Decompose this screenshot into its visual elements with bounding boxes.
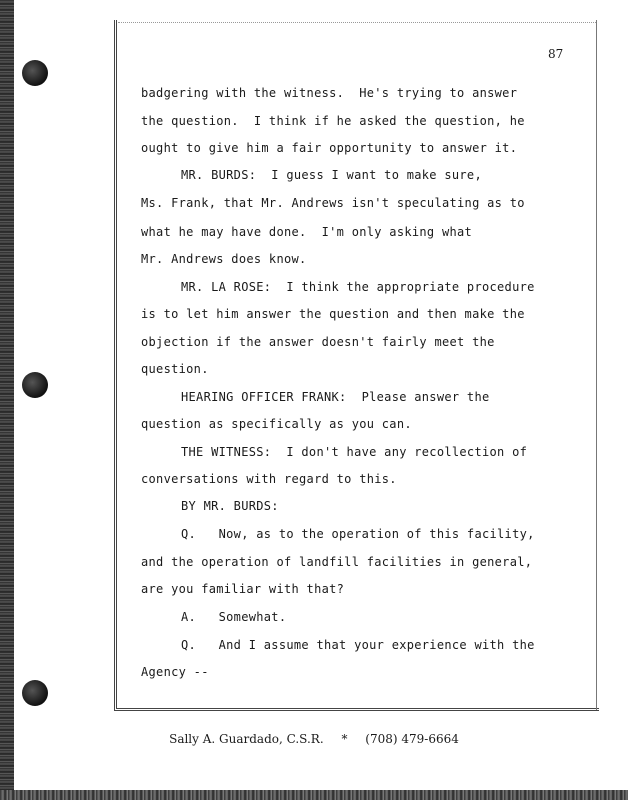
footer-separator: * [341,732,348,746]
footer [0,732,628,746]
transcript-line: the question. I think if he asked the question, he [141,114,525,128]
transcript-line: conversations with regard to this. [141,472,397,486]
transcript-line: Q. And I assume that your experience with the [181,638,535,652]
transcript-line: HEARING OFFICER FRANK: Please answer the [181,390,490,404]
transcript-line: and the operation of landfill facilities in general, [141,555,533,569]
transcript-line: question. [141,362,209,376]
binder-hole-middle [22,372,48,398]
transcript-line: objection if the answer doesn't fairly meet the [141,335,495,349]
transcript-line: MR. LA ROSE: I think the appropriate procedure [181,280,535,294]
page-border-right [596,20,597,710]
transcript-line: Mr. Andrews does know. [141,252,307,266]
page-border-top [118,22,596,23]
transcript-line: BY MR. BURDS: [181,499,279,513]
transcript-line: Agency -- [141,665,209,679]
binder-hole-top [22,60,48,86]
scan-left-edge [0,0,14,800]
binder-hole-bottom [22,680,48,706]
page-number: 87 [548,47,564,61]
scan-bottom-edge [0,790,628,800]
transcript-line: A. Somewhat. [181,610,287,624]
transcript-line: are you familiar with that? [141,582,345,596]
transcript-line: THE WITNESS: I don't have any recollection of [181,445,528,459]
transcript-line: Q. Now, as to the operation of this facility, [181,527,535,541]
transcript-line: Ms. Frank, that Mr. Andrews isn't speculating as to [141,196,525,210]
transcript-line: ought to give him a fair opportunity to answer it. [141,141,518,155]
reporter-name: Sally A. Guardado, C.S.R. [169,732,324,746]
transcript-line: badgering with the witness. He's trying to answer [141,86,518,100]
transcript-line: what he may have done. I'm only asking what [141,225,473,239]
transcript-line: MR. BURDS: I guess I want to make sure, [181,168,482,182]
transcript-line: question as specifically as you can. [141,417,412,431]
transcript-line: is to let him answer the question and then make the [141,307,525,321]
reporter-phone: (708) 479-6664 [365,732,459,746]
